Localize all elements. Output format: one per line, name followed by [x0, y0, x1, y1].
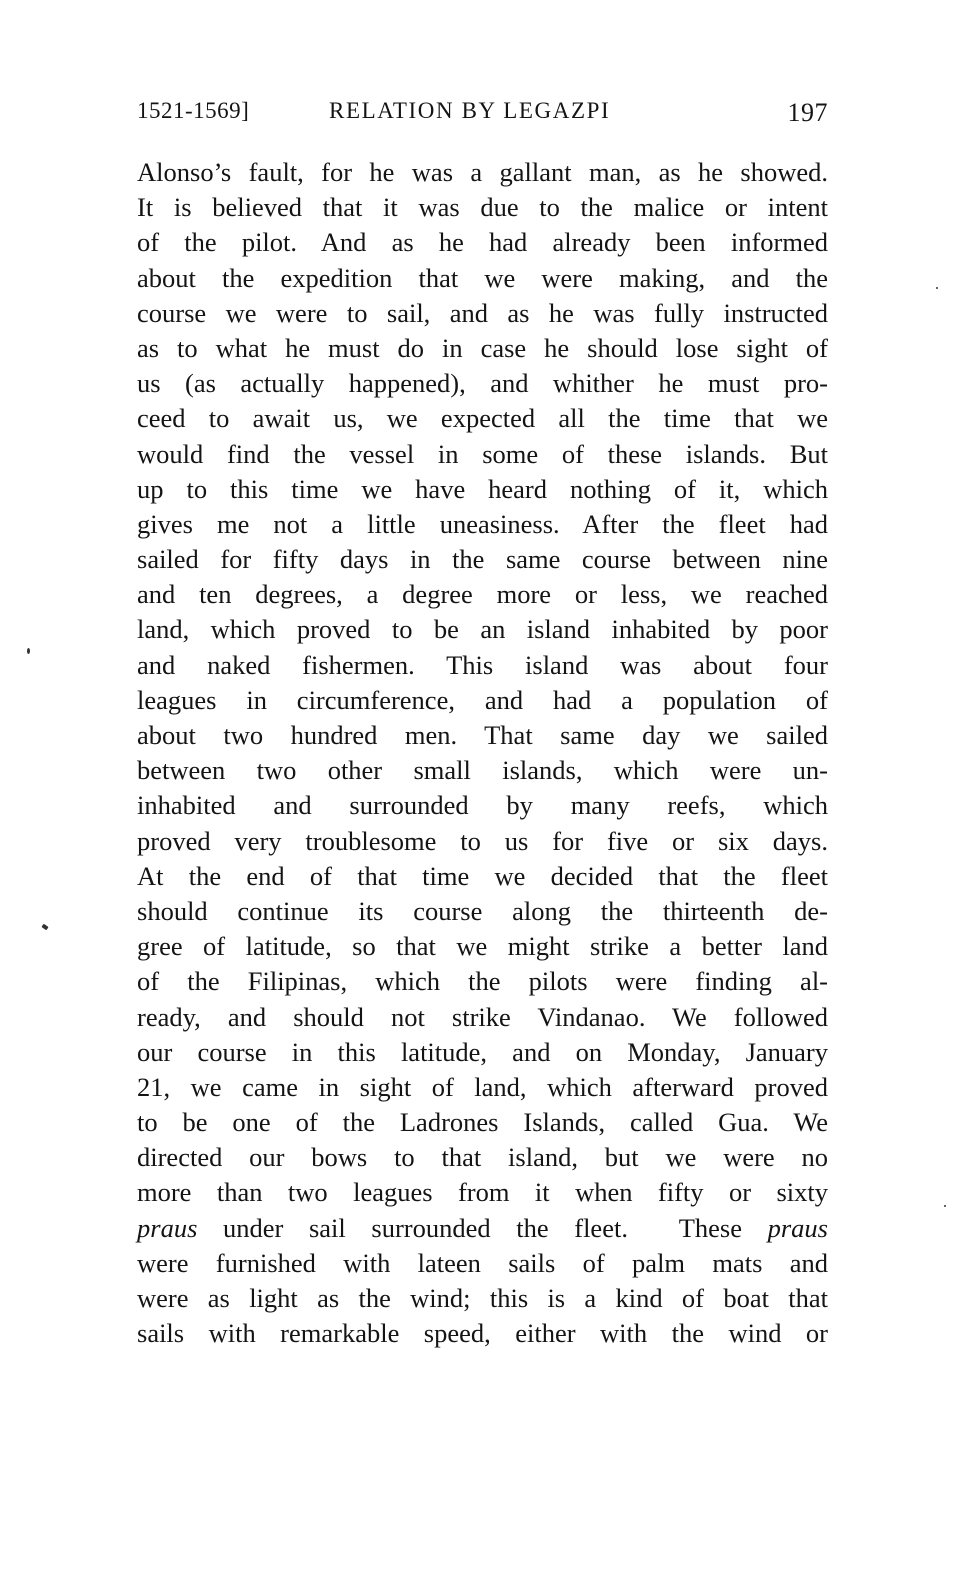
running-head-title: RELATION BY LEGAZPI: [329, 98, 611, 123]
running-head: [137, 98, 828, 134]
italic-word-praus: praus: [137, 1212, 198, 1243]
text-line: as to what he must do in case he should lose sight of: [137, 332, 828, 363]
margin-speck: [944, 1205, 946, 1207]
text-line: of the Filipinas, which the pilots were finding al-: [137, 966, 828, 997]
text-line: proved very troublesome to us for five or six days.: [137, 825, 828, 856]
margin-speck: [936, 287, 938, 289]
text-line: It is believed that it was due to the malice or intent: [137, 192, 828, 223]
text-line: should continue its course along the thirteenth de-: [137, 895, 828, 926]
margin-speck: [27, 648, 30, 654]
running-head-years: 1521-1569]: [137, 98, 250, 123]
text-line: of the pilot. And as he had already been informed: [137, 227, 828, 258]
text-line: Alonso’s fault, for he was a gallant man, as he showed.: [137, 157, 828, 187]
text-line: up to this time we have heard nothing of it, which: [137, 473, 828, 504]
text-line: more than two leagues from it when fifty or sixty: [137, 1177, 828, 1208]
text-segment: under sail surrounded the fleet. These: [197, 1212, 768, 1243]
text-line: course we were to sail, and as he was fully instructed: [137, 297, 828, 328]
body-text: [137, 155, 828, 1351]
text-line: would find the vessel in some of these islands. But: [137, 438, 828, 469]
text-line: us (as actually happened), and whither he must pro-: [137, 368, 828, 399]
text-line: between two other small islands, which were un-: [137, 755, 828, 786]
text-line: about the expedition that we were making, and the: [137, 262, 828, 293]
text-line: ceed to await us, we expected all the time that we: [137, 403, 828, 434]
text-line: to be one of the Ladrones Islands, called Gua. We: [137, 1107, 828, 1138]
text-line: gree of latitude, so that we might strike a better land: [137, 931, 828, 962]
text-line: and ten degrees, a degree more or less, we reached: [137, 579, 828, 610]
text-line: were furnished with lateen sails of palm mats and: [137, 1247, 828, 1278]
text-line: were as light as the wind; this is a kind of boat that: [137, 1283, 828, 1313]
italic-word-praus: praus: [767, 1212, 828, 1243]
text-line: sailed for fifty days in the same course between nine: [137, 544, 828, 575]
text-line-with-italics: [137, 1211, 828, 1246]
text-line: inhabited and surrounded by many reefs, which: [137, 790, 828, 821]
text-line: 21, we came in sight of land, which afterward proved: [137, 1071, 828, 1102]
text-line: sails with remarkable speed, either with the wind or: [137, 1318, 828, 1349]
text-line: land, which proved to be an island inhabited by poor: [137, 614, 828, 645]
margin-speck: [41, 924, 48, 931]
text-line: At the end of that time we decided that the fleet: [137, 860, 828, 891]
text-line: our course in this latitude, and on Monday, January: [137, 1036, 828, 1067]
text-line: and naked fishermen. This island was about four: [137, 649, 828, 680]
text-line: about two hundred men. That same day we sailed: [137, 720, 828, 750]
text-line: gives me not a little uneasiness. After the fleet had: [137, 508, 828, 539]
text-line: leagues in circumference, and had a population of: [137, 684, 828, 715]
text-line: directed our bows to that island, but we were no: [137, 1142, 828, 1173]
page-number: 197: [787, 98, 828, 127]
text-line: ready, and should not strike Vindanao. We followed: [137, 1001, 828, 1032]
